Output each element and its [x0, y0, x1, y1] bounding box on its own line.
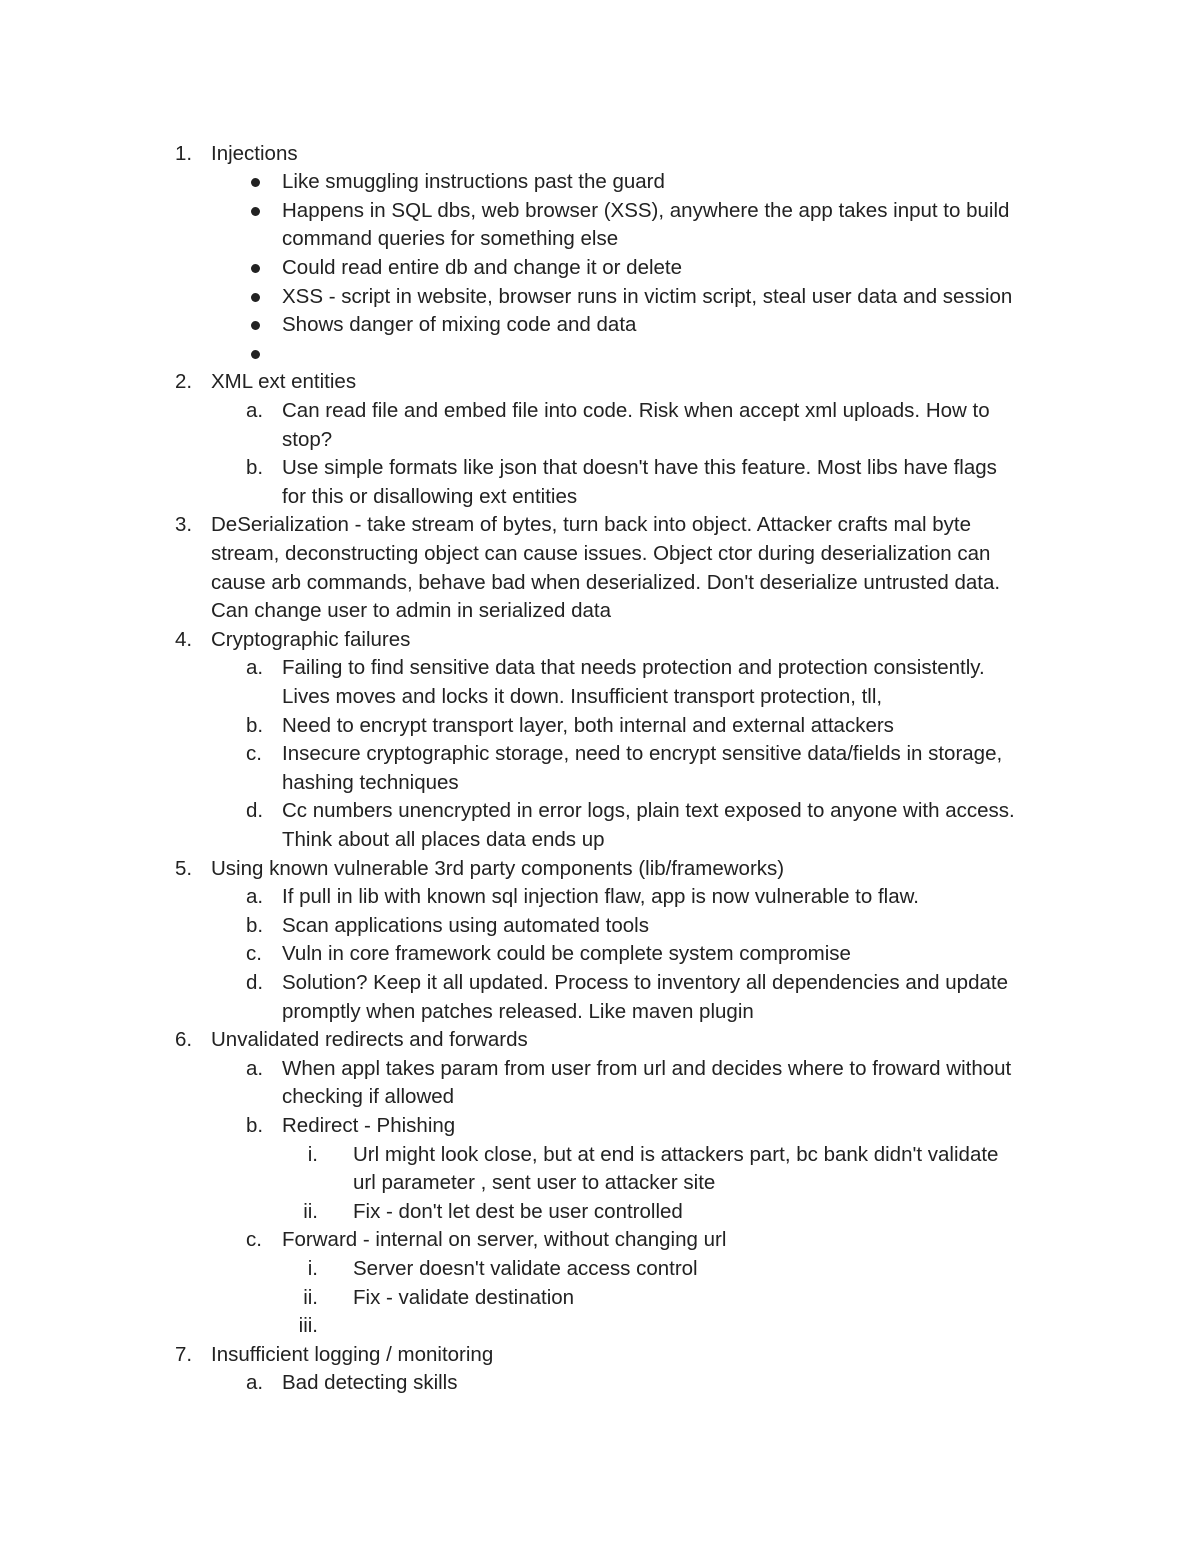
sub-item-text: XSS - script in website, browser runs in victim script, steal user data and session: [282, 284, 1013, 308]
sub-sub-item-text: url parameter , sent user to attacker site: [353, 1171, 716, 1195]
list-marker: a.: [246, 1371, 264, 1395]
sub-sub-item-text: Server doesn't validate access control: [353, 1256, 698, 1280]
list-marker: d.: [246, 799, 264, 823]
list-marker: a.: [246, 398, 264, 422]
list-item-text: Can change user to admin in serialized data: [211, 599, 611, 623]
sub-item-text: Think about all places data ends up: [282, 827, 605, 851]
sub-item-text: When appl takes param from user from url and decides where to froward without: [282, 1056, 1012, 1080]
list-marker: 6.: [175, 1028, 193, 1052]
list-item-text: Using known vulnerable 3rd party components (lib/frameworks): [211, 856, 785, 880]
list-item-text: cause arb commands, behave bad when deserialized. Don't deserialize untrusted data.: [211, 570, 1001, 594]
sub-item-text: Lives moves and locks it down. Insufficient transport protection, tll,: [282, 684, 883, 708]
sub-item-text: Happens in SQL dbs, web browser (XSS), anywhere the app takes input to build: [282, 198, 1010, 222]
sub-item-text: stop?: [282, 427, 333, 451]
sub-sub-item-text: Fix - don't let dest be user controlled: [353, 1199, 683, 1223]
sub-item-text: for this or disallowing ext entities: [282, 484, 578, 508]
list-marker: c.: [246, 942, 262, 966]
sub-item-text: If pull in lib with known sql injection flaw, app is now vulnerable to flaw.: [282, 885, 919, 909]
list-marker: 1.: [175, 141, 193, 165]
list-marker: iii.: [298, 1314, 318, 1338]
list-item-text: Insufficient logging / monitoring: [211, 1342, 494, 1366]
sub-item-text: Use simple formats like json that doesn't have this feature. Most libs have flags: [282, 456, 997, 480]
bullet-icon: [251, 207, 260, 216]
list-marker: 5.: [175, 856, 193, 880]
sub-item-text: Scan applications using automated tools: [282, 913, 649, 937]
sub-item-text: Like smuggling instructions past the guard: [282, 170, 665, 194]
bullet-icon: [251, 264, 260, 273]
bullet-icon: [251, 350, 260, 359]
sub-item-text: Shows danger of mixing code and data: [282, 313, 637, 337]
sub-item-text: checking if allowed: [282, 1085, 455, 1109]
list-marker: ii.: [303, 1285, 318, 1309]
sub-sub-item-text: Fix - validate destination: [353, 1285, 575, 1309]
list-marker: b.: [246, 913, 264, 937]
list-marker: c.: [246, 742, 262, 766]
list-item-text: DeSerialization - take stream of bytes, turn back into object. Attacker crafts mal byte: [211, 513, 971, 537]
bullet-icon: [251, 321, 260, 330]
sub-item-text: Failing to find sensitive data that needs protection and protection consistently.: [282, 656, 985, 680]
sub-item-text: hashing techniques: [282, 770, 459, 794]
list-marker: b.: [246, 713, 264, 737]
sub-sub-item-text: Url might look close, but at end is attackers part, bc bank didn't validate: [353, 1142, 999, 1166]
sub-item-text: Can read file and embed file into code. Risk when accept xml uploads. How to: [282, 398, 990, 422]
bullet-icon: [251, 178, 260, 187]
list-marker: 4.: [175, 627, 193, 651]
list-marker: b.: [246, 1113, 264, 1137]
bullet-icon: [251, 293, 260, 302]
list-item-text: Cryptographic failures: [211, 627, 411, 651]
list-marker: 7.: [175, 1342, 193, 1366]
sub-item-text: command queries for something else: [282, 227, 619, 251]
list-marker: a.: [246, 885, 264, 909]
list-marker: b.: [246, 456, 264, 480]
sub-item-text: Need to encrypt transport layer, both internal and external attackers: [282, 713, 894, 737]
list-marker: c.: [246, 1228, 262, 1252]
list-marker: i.: [307, 1142, 318, 1166]
sub-item-text: Insecure cryptographic storage, need to encrypt sensitive data/fields in storage,: [282, 742, 1003, 766]
list-marker: a.: [246, 656, 264, 680]
sub-item-text: Could read entire db and change it or delete: [282, 255, 683, 279]
list-marker: ii.: [303, 1199, 318, 1223]
sub-item-text: Vuln in core framework could be complete system compromise: [282, 942, 851, 966]
sub-item-text: Solution? Keep it all updated. Process to inventory all dependencies and update: [282, 970, 1008, 994]
sub-item-text: Redirect - Phishing: [282, 1113, 456, 1137]
sub-item-text: Forward - internal on server, without changing url: [282, 1228, 727, 1252]
list-item-text: XML ext entities: [211, 370, 357, 394]
sub-item-text: Cc numbers unencrypted in error logs, plain text exposed to anyone with access.: [282, 799, 1015, 823]
list-marker: 2.: [175, 370, 193, 394]
sub-item-text: Bad detecting skills: [282, 1371, 458, 1395]
list-marker: 3.: [175, 513, 193, 537]
list-item-text: Injections: [211, 141, 298, 165]
list-marker: a.: [246, 1056, 264, 1080]
list-item-text: Unvalidated redirects and forwards: [211, 1028, 528, 1052]
list-marker: d.: [246, 970, 264, 994]
sub-item-text: promptly when patches released. Like maven plugin: [282, 999, 754, 1023]
list-item-text: stream, deconstructing object can cause issues. Object ctor during deserialization can: [211, 541, 991, 565]
list-marker: i.: [307, 1256, 318, 1280]
